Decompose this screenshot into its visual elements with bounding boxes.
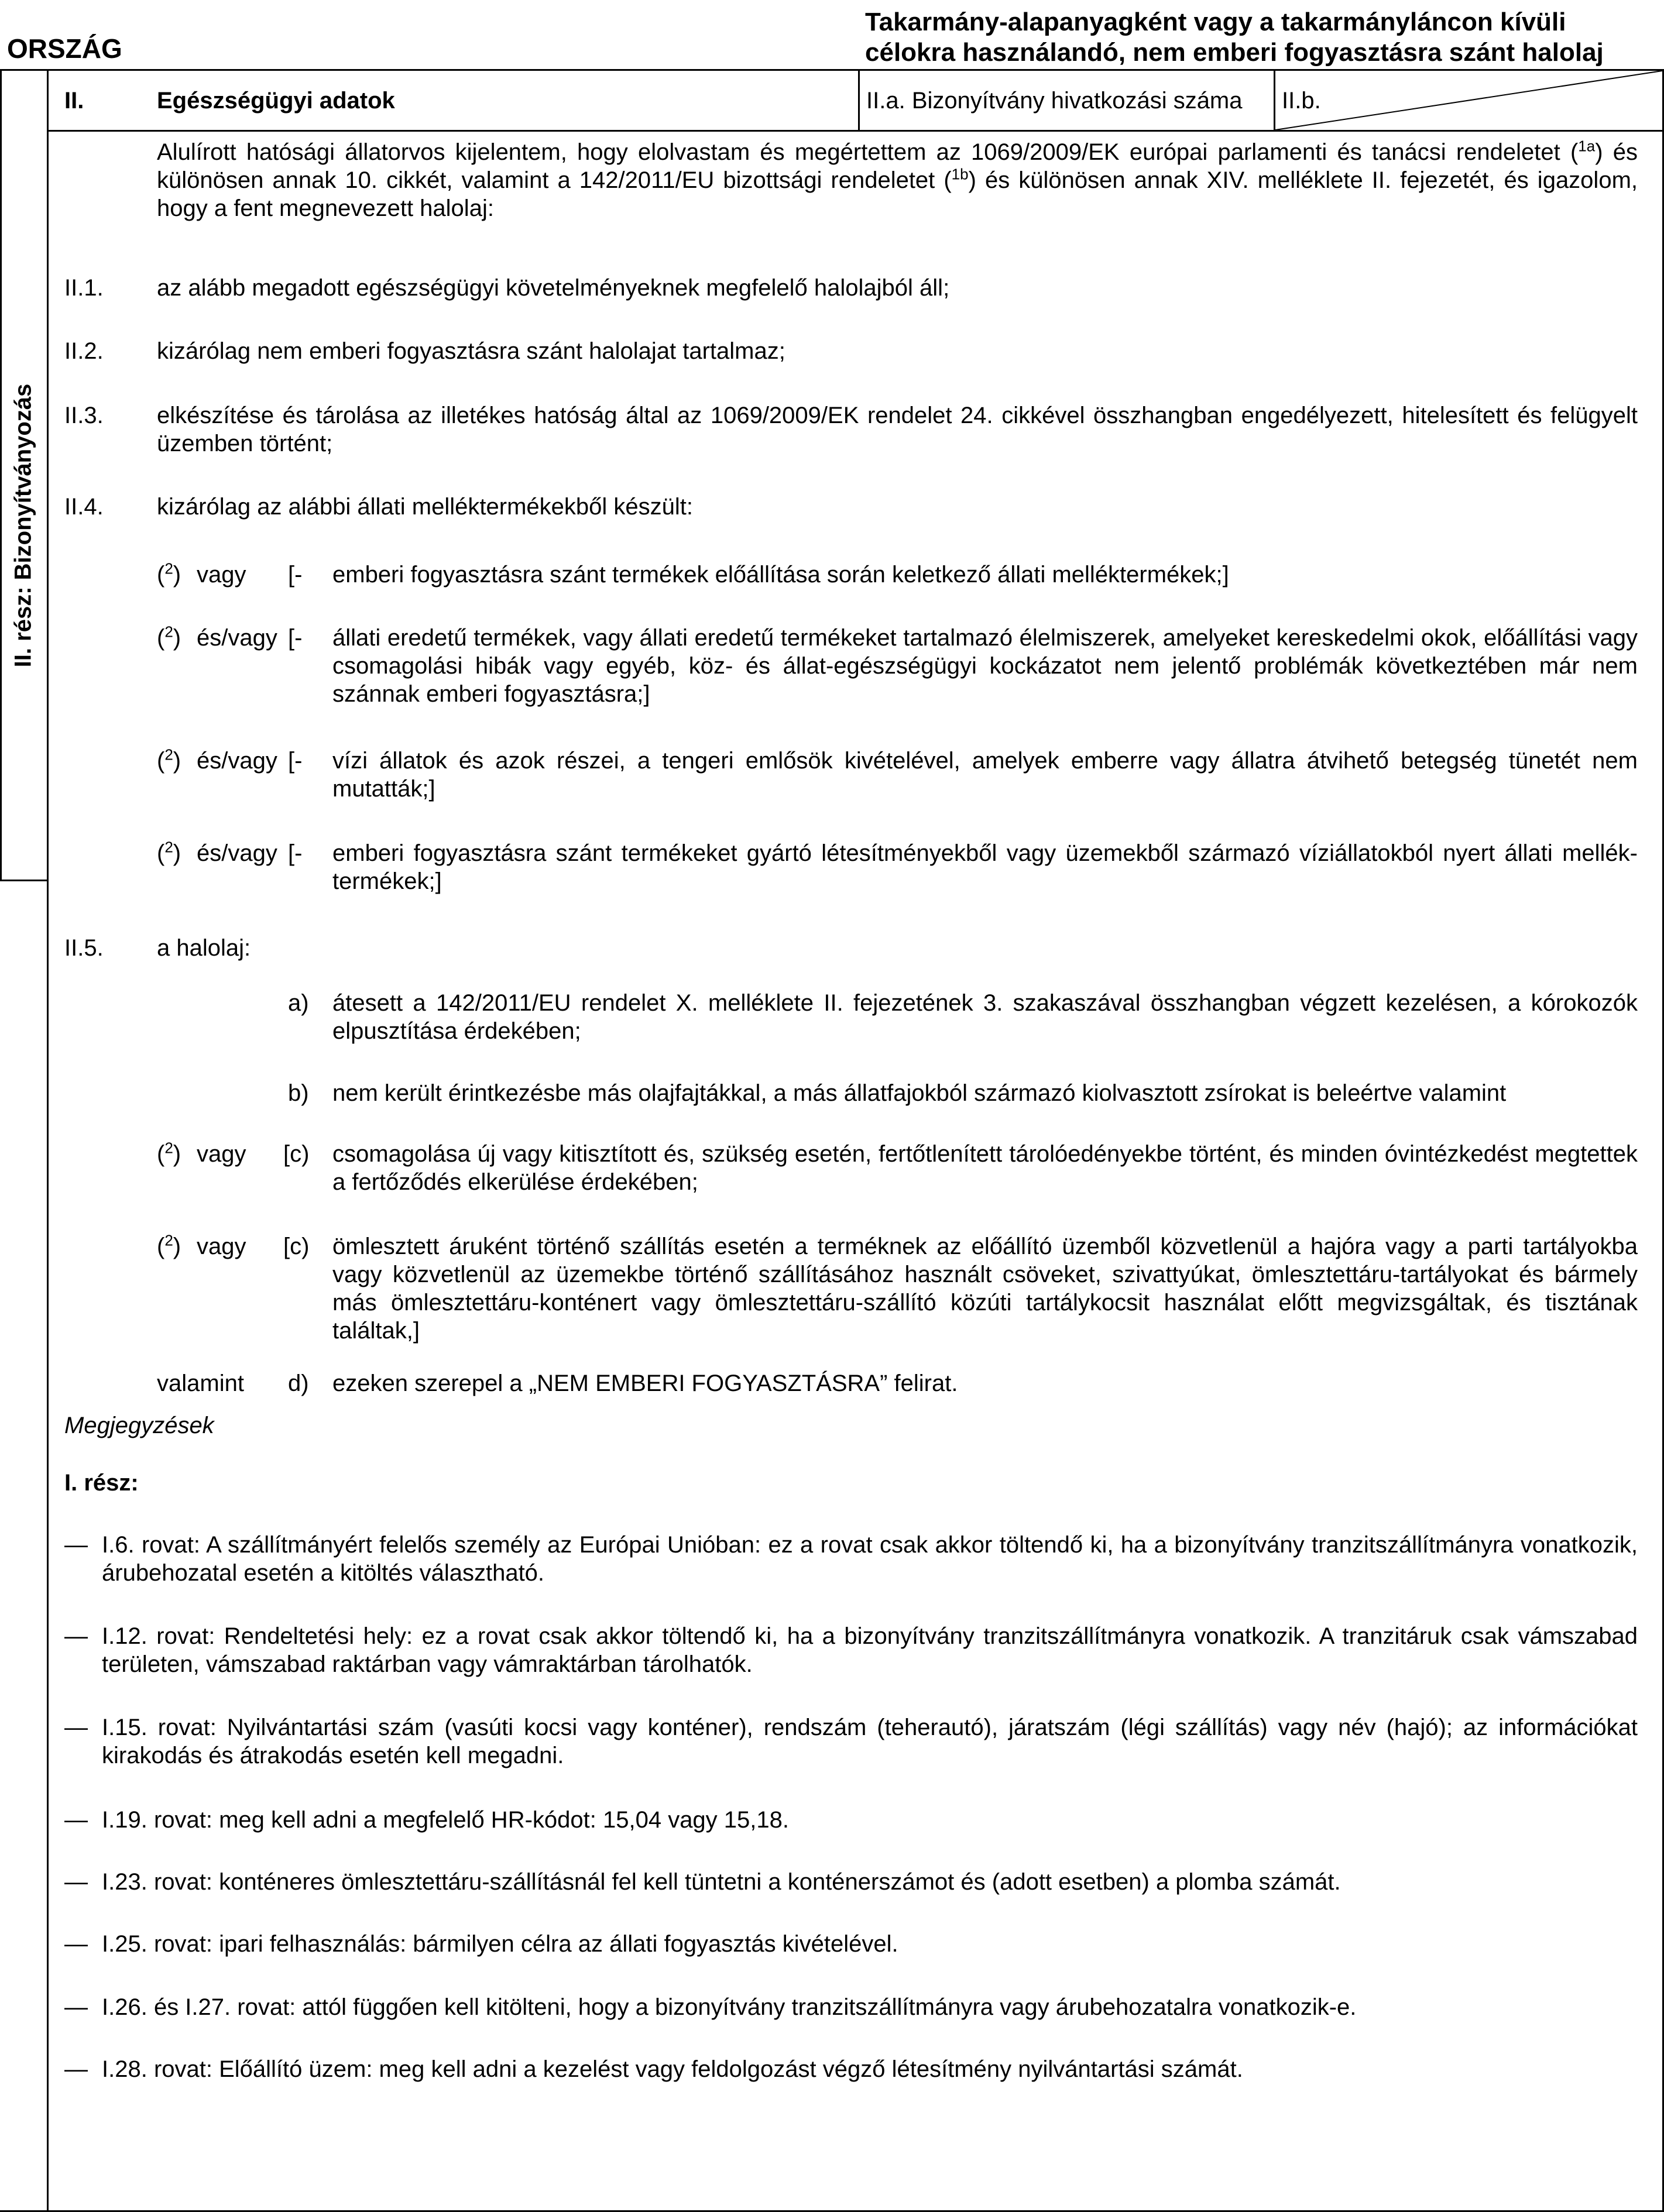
option-conjunction: és/vagy (197, 748, 277, 774)
notes-part-heading: I. rész: (64, 1470, 139, 1496)
note-item: I.23. rovat: konténeres ömlesztettáru-szállításnál fel kell tüntetni a konténerszámot és (adott esetben) a plomba számát. (102, 1869, 1341, 1895)
option-footnote-ref: ($^2$) (157, 1231, 181, 1259)
note-dash: — (64, 2056, 88, 2082)
item-text: kizárólag az alábbi állati melléktermékekből készült: (157, 494, 693, 520)
option-text: emberi fogyasztásra szánt termékeket gyártó létesítményekből vagy üzemekből származó víziállatokból nyert állati mellék-termékek;] (332, 840, 1638, 894)
item-number: II.1. (64, 275, 104, 301)
subitem-letter: a) (288, 990, 309, 1016)
document-title: Takarmány-alapanyagként vagy a takarmányláncon kívüli célokra használandó, nem emberi fogyasztásra szánt halolaj (865, 8, 1604, 67)
note-dash: — (64, 1869, 88, 1895)
subitem-letter: b) (288, 1080, 309, 1106)
item-number: II.2. (64, 338, 104, 364)
intro-paragraph: Alulírott hatósági állatorvos kijelentem, hogy elolvastam és megértettem az 1069/2009/EK európai parlamenti és tanácsi rendeletet ($^{1a}$) és különösen annak 10. cikkét, valamint a 142/2011/EU bizottsági rendeletet ($^{1b}$) és különösen annak XIV. melléklete II. fejezetét, és igazolom, hogy a fent megnevezett halolaj: (157, 137, 1638, 221)
option-footnote-ref: ($^2$) (157, 746, 181, 774)
option-bracket: [- (288, 625, 303, 651)
crossed-cell (1275, 71, 1662, 130)
note-item: I.15. rovat: Nyilvántartási szám (vasúti kocsi vagy konténer), rendszám (teherautó), járatszám (légi szállítás) vagy név (hajó); az információkat kirakodás és átrakodás esetén kell megadni. (102, 1715, 1638, 1768)
note-dash: — (64, 1994, 88, 2020)
item-text: kizárólag nem emberi fogyasztásra szánt halolajat tartalmaz; (157, 338, 785, 364)
note-item: I.26. és I.27. rovat: attól függően kell kitölteni, hogy a bizonyítvány tranzitszállítmányra vagy árubehozatalra vonatkozik-e. (102, 1994, 1357, 2020)
note-item: I.28. rovat: Előállító üzem: meg kell adni a kezelést vagy feldolgozást végző létesítmény nyilvántartási számát. (102, 2056, 1243, 2082)
note-dash: — (64, 1931, 88, 1957)
subitem-text: nem került érintkezésbe más olajfajtákkal, a más állatfajokból származó kiolvasztott zsírokat is beleértve valamint (332, 1080, 1507, 1106)
option-footnote-ref: ($^2$) (157, 559, 181, 588)
option-bracket: [- (288, 840, 303, 866)
option-footnote-ref: ($^2$) (157, 838, 181, 866)
note-dash: — (64, 1532, 88, 1558)
certificate-reference-label: II.a. Bizonyítvány hivatkozási száma (866, 87, 1243, 114)
section-title: Egészségügyi adatok (157, 87, 395, 114)
note-dash: — (64, 1623, 88, 1649)
option-text: emberi fogyasztásra szánt termékek előállítása során keletkező állati melléktermékek;] (332, 562, 1229, 588)
option-conjunction: vagy (197, 1234, 246, 1259)
note-item: I.12. rovat: Rendeltetési hely: ez a rovat csak akkor töltendő ki, ha a bizonyítvány tranzitszállítmányra vonatkozik. A tranzitáruk csak vámszabad területen, vámszabad raktárban vagy vámraktárban tárolhatók. (102, 1623, 1638, 1677)
option-conjunction: és/vagy (197, 840, 277, 866)
subitem-letter: d) (288, 1371, 309, 1396)
item-number: II.5. (64, 935, 104, 961)
country-label: ORSZÁG (7, 33, 122, 64)
note-dash: — (64, 1807, 88, 1833)
subitem-letter: [c) (283, 1141, 310, 1167)
option-text: vízi állatok és azok részei, a tengeri emlősök kivételével, amelyek emberre vagy állatra átvihető betegség tünetét nem mutatták;] (332, 748, 1638, 802)
reference-b-label: II.b. (1282, 87, 1321, 114)
option-bracket: [- (288, 748, 303, 774)
note-item: I.19. rovat: meg kell adni a megfelelő HR-kódot: 15,04 vagy 15,18. (102, 1807, 790, 1833)
option-footnote-ref: ($^2$) (157, 1139, 181, 1167)
note-item: I.6. rovat: A szállítmányért felelős személy az Európai Unióban: ez a rovat csak akkor töltendő ki, ha a bizonyítvány tranzitszállítmányra vonatkozik, árubehozatal esetén a kitöltés választható. (102, 1532, 1638, 1586)
subitem-letter: [c) (283, 1234, 310, 1259)
option-conjunction: vagy (197, 562, 246, 588)
note-item: I.25. rovat: ipari felhasználás: bármilyen célra az állati fogyasztás kivételével. (102, 1931, 898, 1957)
subitem-text: ezeken szerepel a „NEM EMBERI FOGYASZTÁSRA” felirat. (332, 1371, 958, 1396)
option-conjunction: valamint (157, 1371, 244, 1396)
note-dash: — (64, 1715, 88, 1740)
option-bracket: [- (288, 562, 303, 588)
option-text: állati eredetű termékek, vagy állati eredetű termékeket tartalmazó élelmiszerek, amelyeket kereskedelmi okok, előállítási vagy csomagolási hibák vagy egyéb, köz- és állat-egészségügyi kockázatot nem jelentő problémák következtében már nem szánnak emberi fogyasztásra;] (332, 625, 1638, 707)
section-number: II. (64, 87, 84, 114)
item-text: a halolaj: (157, 935, 251, 961)
notes-heading: Megjegyzések (64, 1413, 214, 1438)
option-conjunction: és/vagy (197, 625, 277, 651)
option-footnote-ref: ($^2$) (157, 623, 181, 651)
option-conjunction: vagy (197, 1141, 246, 1167)
subitem-text: csomagolása új vagy kitisztított és, szükség esetén, fertőtlenített tárolóedényekbe történt, és minden óvintézkedést megtettek a fertőződés elkerülése érdekében; (332, 1141, 1638, 1195)
item-text: elkészítése és tárolása az illetékes hatóság által az 1069/2009/EK rendelet 24. cikkével összhangban engedélyezett, hitelesített és felügyelt üzemben történt; (157, 403, 1638, 456)
item-number: II.4. (64, 494, 104, 520)
subitem-text: átesett a 142/2011/EU rendelet X. melléklete II. fejezetének 3. szakaszával összhangban végzett kezelésen, a kórokozók elpusztítása érdekében; (332, 990, 1638, 1044)
item-number: II.3. (64, 403, 104, 428)
item-text: az alább megadott egészségügyi követelményeknek megfelelő halolajból áll; (157, 275, 950, 301)
subitem-text: ömlesztett áruként történő szállítás esetén a terméknek az előállító üzemből közvetlenül a hajóra vagy a parti tartályokba vagy közvetlenül az üzemekbe történő szállításához használt csöveket, szivattyúkat, ömlesztettáru-tartályokat és bármely más ömlesztettáru-konténert vagy ömlesztettáru-szállító közúti tartálykocsit használat előtt megvizsgáltak, és tisztának találtak,] (332, 1234, 1638, 1344)
